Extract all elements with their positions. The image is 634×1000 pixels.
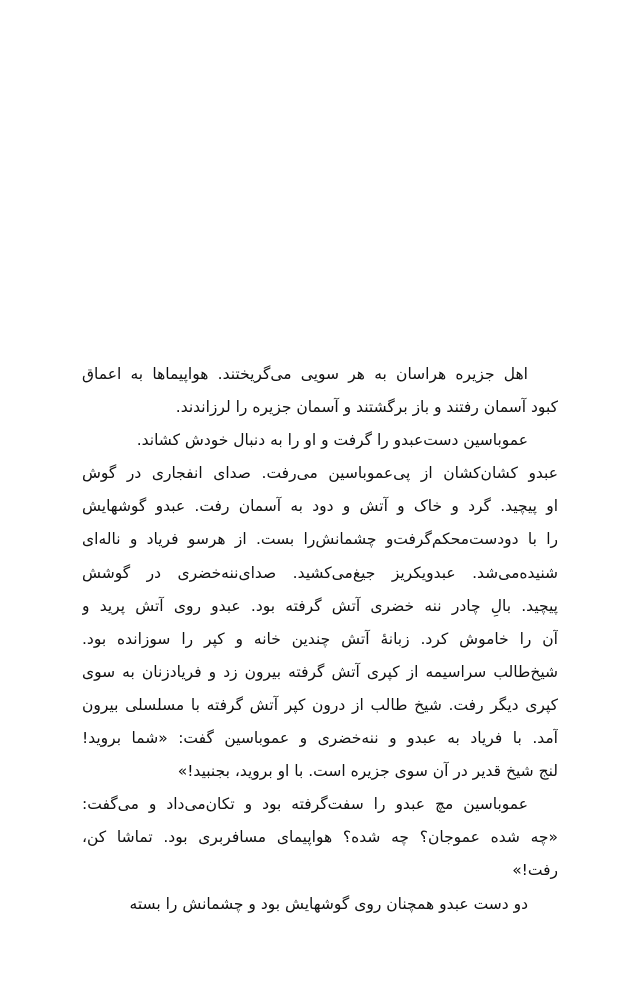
text-line: کبود آسمان رفتند و باز برگشتند و آسمان جزیره را لرزاندند. xyxy=(175,398,558,417)
text-line: عموباسین دست‌عبدو را گرفت و او را به دنبال خودش کشاند. xyxy=(136,431,528,450)
text-line: پیچید. بالِ چادر ننه خضری آتش گرفته بود. عبدو روی آتش پرید و xyxy=(82,596,558,615)
text-line: رفت!» xyxy=(512,861,558,880)
text-line: شنیده‌می‌شد. عبدویکریز جیغ‌می‌کشید. صدای‌ننه‌خضری در گوشش xyxy=(82,563,558,582)
text-line: دو دست عبدو همچنان روی گوشهایش بود و چشمانش را بسته xyxy=(129,894,528,913)
text-line: عموباسین مچ عبدو را سفت‌گرفته بود و تکان‌می‌داد و می‌گفت: xyxy=(82,795,528,814)
text-line: لنج شیخ قدیر در آن سوی جزیره است. با او بروید، بجنبید!» xyxy=(177,762,558,781)
text-line: آن را خاموش کرد. زبانهٔ آتش چندین خانه و کپر را سوزانده بود. xyxy=(82,629,558,648)
text-line: شیخ‌طالب سراسیمه از کپری آتش گرفته بیرون زد و فریادزنان به سوی xyxy=(82,662,558,681)
text-line: اهل جزیره هراسان به هر سویی می‌گریختند. هواپیماها به اعماق xyxy=(82,365,528,383)
text-line: را با دودست‌محکم‌گرفت‌و چشمانش‌را بست. از هرسو فریاد و ناله‌ای xyxy=(82,530,558,549)
text-line: کپری دیگر رفت. شیخ طالب از درون کپر آتش گرفته با مسلسلی بیرون xyxy=(82,695,558,714)
body-text xyxy=(82,358,558,921)
text-line: «چه شده عموجان؟ چه شده؟ هواپیمای مسافربری بود. تماشا کن، xyxy=(82,828,558,847)
text-line: عبدو کشان‌کشان از پی‌عموباسین می‌رفت. صدای انفجاری در گوش xyxy=(82,464,558,483)
text-line: آمد. با فریاد به عبدو و ننه‌خضری و عموباسین گفت: «شما بروید! xyxy=(82,729,558,748)
text-line: او پیچید. گرد و خاک و آتش و دود به آسمان رفت. عبدو گوشهایش xyxy=(82,497,558,516)
